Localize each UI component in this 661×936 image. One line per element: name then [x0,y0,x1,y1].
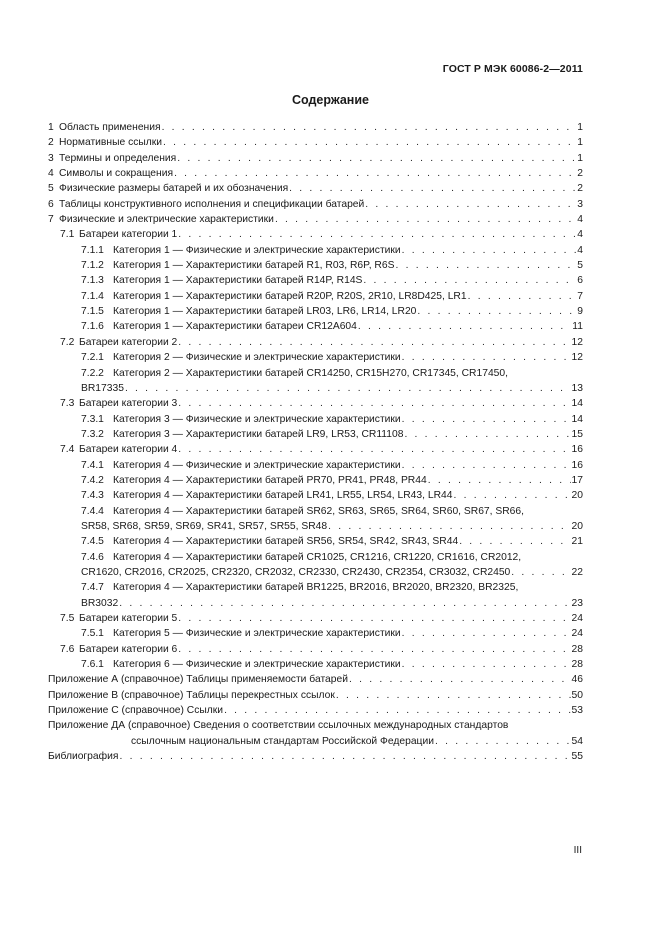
toc-entry-title: Термины и определения [59,152,177,164]
toc-entry-title: Категория 4 — Физические и электрические характеристики [113,459,401,471]
toc-entry-number: 7.4.4 [81,505,104,517]
toc-entry-number: 7.5 [60,613,75,624]
toc-entry-title: Категория 1 — Характеристики батареи CR12A604 [113,321,357,333]
dot-leader [365,197,576,212]
toc-entry-page: 14 [571,413,583,425]
toc-entry-number: 7.1.6 [81,321,104,333]
toc-entry-number: 7.4.7 [81,582,104,594]
dot-leader [402,458,571,473]
dot-leader [404,427,570,442]
toc-entry-number: 7.3.2 [81,428,104,440]
toc-entry-number: 2 [48,137,54,149]
toc-entry[interactable] [48,504,583,519]
toc-entry[interactable] [48,488,583,503]
toc-entry-title: SR58, SR68, SR59, SR69, SR41, SR57, SR55, SR48 [81,520,328,532]
toc-entry-page: 13 [571,382,583,394]
toc-entry-title: Категория 4 — Характеристики батарей CR1025, CR1216, CR1220, CR1616, CR2012, [113,551,522,563]
toc-entry-page: 4 [577,214,583,226]
dot-leader [358,319,571,334]
toc-entry-title: Категория 4 — Характеристики батарей PR70, PR41, PR48, PR44 [113,474,427,486]
dot-leader [178,642,570,657]
dot-leader [402,412,571,427]
toc-entry-page: 16 [571,444,583,456]
toc-entry-page: 23 [571,597,583,609]
dot-leader [402,626,571,641]
dot-leader [468,289,577,304]
toc-entry-page: 46 [571,674,583,686]
toc-entry-page: 24 [571,628,583,640]
toc-entry[interactable] [48,258,583,273]
dot-leader [275,212,576,227]
toc-entry-number: 7 [48,214,54,226]
toc-entry-title: Категория 5 — Физические и электрические характеристики [113,628,401,640]
dot-leader [336,688,571,703]
toc-entry-number: 6 [48,198,54,210]
dot-leader [402,243,577,258]
dot-leader [178,335,570,350]
toc-entry-page: 4 [577,244,583,256]
toc-entry-page: 21 [571,536,583,548]
toc-entry-title: Категория 1 — Характеристики батарей R20P, R20S, 2R10, LR8D425, LR1 [113,290,467,302]
toc-entry-page: 16 [571,459,583,471]
toc-entry[interactable] [48,626,583,641]
dot-leader [119,749,570,764]
toc-entry-title: CR1620, CR2016, CR2025, CR2320, CR2032, CR2330, CR2430, CR2354, CR3032, CR2450 [81,566,511,578]
toc-entry[interactable] [48,550,583,565]
toc-entry-number: 7.3.1 [81,413,104,425]
toc-entry-title: Категория 2 — Физические и электрические характеристики [113,352,401,364]
toc-entry-page: 4 [577,229,583,241]
toc-entry[interactable] [48,734,583,749]
dot-leader [162,120,577,135]
toc-entry-title: Категория 1 — Физические и электрические характеристики [113,244,401,256]
toc-entry-title: Категория 1 — Характеристики батарей LR03, LR6, LR14, LR20 [113,306,417,318]
toc-entry-title: Батареи категории 4 [79,444,178,456]
toc-entry[interactable] [48,703,583,718]
toc-entry-title: Категория 6 — Физические и электрические характеристики [113,659,401,671]
toc-entry[interactable] [48,227,583,242]
toc-entry[interactable] [48,304,583,319]
toc-entry[interactable] [48,120,583,135]
toc-entry[interactable] [48,319,583,334]
toc-entry-page: 1 [577,152,583,164]
toc-entry-title: Категория 2 — Характеристики батарей CR14250, CR15H270, CR17345, CR17450, [113,367,508,379]
toc-entry-page: 6 [577,275,583,287]
dot-leader [119,596,570,611]
toc-entry-title: BR17335 [81,382,124,394]
toc-entry-page: 20 [571,520,583,532]
dot-leader [163,135,576,150]
dot-leader [178,396,570,411]
toc-entry-page: 11 [572,321,583,333]
toc-entry-page: 2 [577,168,583,180]
toc-entry-title: ссылочным национальным стандартам Российской Федерации [131,735,434,747]
toc-entry[interactable] [48,534,583,549]
toc-entry-number: 7.2.2 [81,367,104,379]
toc-entry[interactable] [48,151,583,166]
toc-entry-page: 24 [571,613,583,624]
dot-leader [417,304,576,319]
dot-leader [402,657,571,672]
toc-entry[interactable] [48,519,583,534]
toc-entry-page: 7 [577,290,583,302]
toc-entry[interactable] [48,442,583,457]
dot-leader [395,258,576,273]
dot-leader [428,473,571,488]
toc-entry-title: Категория 4 — Характеристики батарей LR41, LR55, LR54, LR43, LR44 [113,490,453,502]
table-of-contents [48,120,583,764]
toc-entry-number: 7.4.5 [81,536,104,548]
toc-entry-title: Батареи категории 6 [79,643,178,655]
toc-entry-number: 1 [48,122,54,133]
toc-entry-title: Физические и электрические характеристики [59,214,274,226]
toc-entry-title: Нормативные ссылки [59,137,163,149]
toc-entry-title: Категория 3 — Характеристики батарей LR9, LR53, CR11108 [113,428,404,440]
toc-entry[interactable] [48,412,583,427]
toc-entry-page: 28 [571,643,583,655]
toc-entry[interactable] [48,642,583,657]
toc-entry-title: Приложение В (справочное) Таблицы перекрестных ссылок [48,689,335,701]
toc-entry[interactable] [48,718,583,733]
toc-entry-page: 3 [577,198,583,210]
toc-entry[interactable] [48,596,583,611]
toc-entry-page: 12 [571,352,583,364]
toc-entry-number: 7.4.2 [81,474,104,486]
toc-entry[interactable] [48,396,583,411]
toc-entry-number: 7.6 [60,643,75,655]
toc-entry-number: 5 [48,183,54,195]
toc-entry-title: Категория 1 — Характеристики батарей R1, R03, R6P, R6S [113,260,395,272]
dot-leader [511,565,570,580]
dot-leader [224,703,570,718]
toc-entry[interactable] [48,197,583,212]
toc-entry-number: 7.3 [60,398,75,410]
toc-entry[interactable] [48,243,583,258]
toc-entry-number: 7.2.1 [81,352,104,364]
toc-entry-page: 55 [571,751,583,763]
dot-leader [459,534,570,549]
toc-entry[interactable] [48,657,583,672]
toc-entry-page: 5 [577,260,583,272]
toc-entry-title: Приложение С (справочное) Ссылки [48,705,224,717]
dot-leader [453,488,570,503]
toc-entry-page: 1 [577,122,583,133]
dot-leader [174,166,576,181]
toc-entry[interactable] [48,611,583,626]
toc-entry-title: Категория 4 — Характеристики батарей BR1225, BR2016, BR2020, BR2320, BR2325, [113,582,519,594]
dot-leader [177,151,576,166]
dot-leader [402,350,571,365]
toc-entry-number: 7.4.6 [81,551,104,563]
toc-entry-title: Батареи категории 2 [79,336,178,348]
toc-entry-title: BR3032 [81,597,119,609]
dot-leader [125,381,571,396]
toc-entry[interactable] [48,381,583,396]
toc-entry-page: 22 [571,566,583,578]
toc-entry-number: 7.4 [60,444,75,456]
toc-entry-page: 20 [571,490,583,502]
page-number: III [573,845,582,856]
toc-entry[interactable] [48,688,583,703]
toc-entry-page: 17 [571,474,583,486]
toc-entry[interactable] [48,565,583,580]
toc-entry-page: 54 [571,735,583,747]
toc-entry-title: Область применения [59,122,161,133]
toc-entry-title: Физические размеры батарей и их обозначения [59,183,289,195]
toc-entry-title: Батареи категории 1 [79,229,178,241]
toc-entry-number: 3 [48,152,54,164]
dot-leader [289,181,576,196]
toc-entry-page: 53 [571,705,583,717]
toc-entry-number: 7.4.1 [81,459,104,471]
toc-entry[interactable] [48,273,583,288]
dot-leader [349,672,571,687]
toc-entry-page: 28 [571,659,583,671]
toc-entry-title: Категория 1 — Характеристики батарей R14P, R14S [113,275,363,287]
toc-entry-number: 7.1 [60,229,75,241]
toc-entry-title: Приложение ДА (справочное) Сведения о соответствии ссылочных международных стандартов [48,720,509,732]
toc-entry-page: 15 [571,428,583,440]
toc-entry[interactable] [48,427,583,442]
page-title: Содержание [291,93,369,107]
toc-entry[interactable] [48,166,583,181]
toc-entry-title: Категория 3 — Физические и электрические характеристики [113,413,401,425]
document-header: ГОСТ Р МЭК 60086-2—2011 [442,63,583,75]
toc-entry[interactable] [48,335,583,350]
toc-entry-number: 7.1.2 [81,260,104,272]
toc-entry[interactable] [48,350,583,365]
toc-entry-page: 50 [571,689,583,701]
toc-entry-number: 7.1.4 [81,290,104,302]
toc-entry-number: 7.2 [60,336,75,348]
toc-entry[interactable] [48,289,583,304]
toc-entry[interactable] [48,458,583,473]
toc-entry-number: 7.5.1 [81,628,104,640]
toc-entry-page: 9 [577,306,583,318]
toc-entry-title: Батареи категории 5 [79,613,178,624]
toc-entry-title: Батареи категории 3 [79,398,178,410]
toc-entry-number: 7.4.3 [81,490,104,502]
toc-entry[interactable] [48,366,583,381]
dot-leader [328,519,570,534]
toc-entry-page: 1 [577,137,583,149]
toc-entry[interactable] [48,135,583,150]
toc-entry-number: 7.1.3 [81,275,104,287]
toc-entry[interactable] [48,212,583,227]
toc-entry-number: 7.1.5 [81,306,104,318]
toc-entry-title: Категория 4 — Характеристики батарей SR62, SR63, SR65, SR64, SR60, SR67, SR66, [113,505,524,517]
toc-entry[interactable] [48,181,583,196]
toc-entry-title: Приложение А (справочное) Таблицы применяемости батарей [48,674,348,686]
dot-leader [363,273,576,288]
toc-entry-title: Библиография [48,751,119,763]
toc-entry-page: 12 [571,336,583,348]
dot-leader [178,611,570,626]
dot-leader [178,227,576,242]
toc-entry-number: 7.6.1 [81,659,104,671]
toc-entry-title: Категория 4 — Характеристики батарей SR56, SR54, SR42, SR43, SR44 [113,536,459,548]
toc-entry-title: Таблицы конструктивного исполнения и спецификации батарей [59,198,365,210]
toc-entry-title: Символы и сокращения [59,168,174,180]
toc-entry[interactable] [48,580,583,595]
toc-entry[interactable] [48,749,583,764]
dot-leader [435,734,571,749]
toc-entry-number: 7.1.1 [81,244,104,256]
toc-entry-number: 4 [48,168,54,180]
toc-entry-page: 2 [577,183,583,195]
dot-leader [178,442,570,457]
toc-entry[interactable] [48,672,583,687]
toc-entry-page: 14 [571,398,583,410]
toc-entry[interactable] [48,473,583,488]
